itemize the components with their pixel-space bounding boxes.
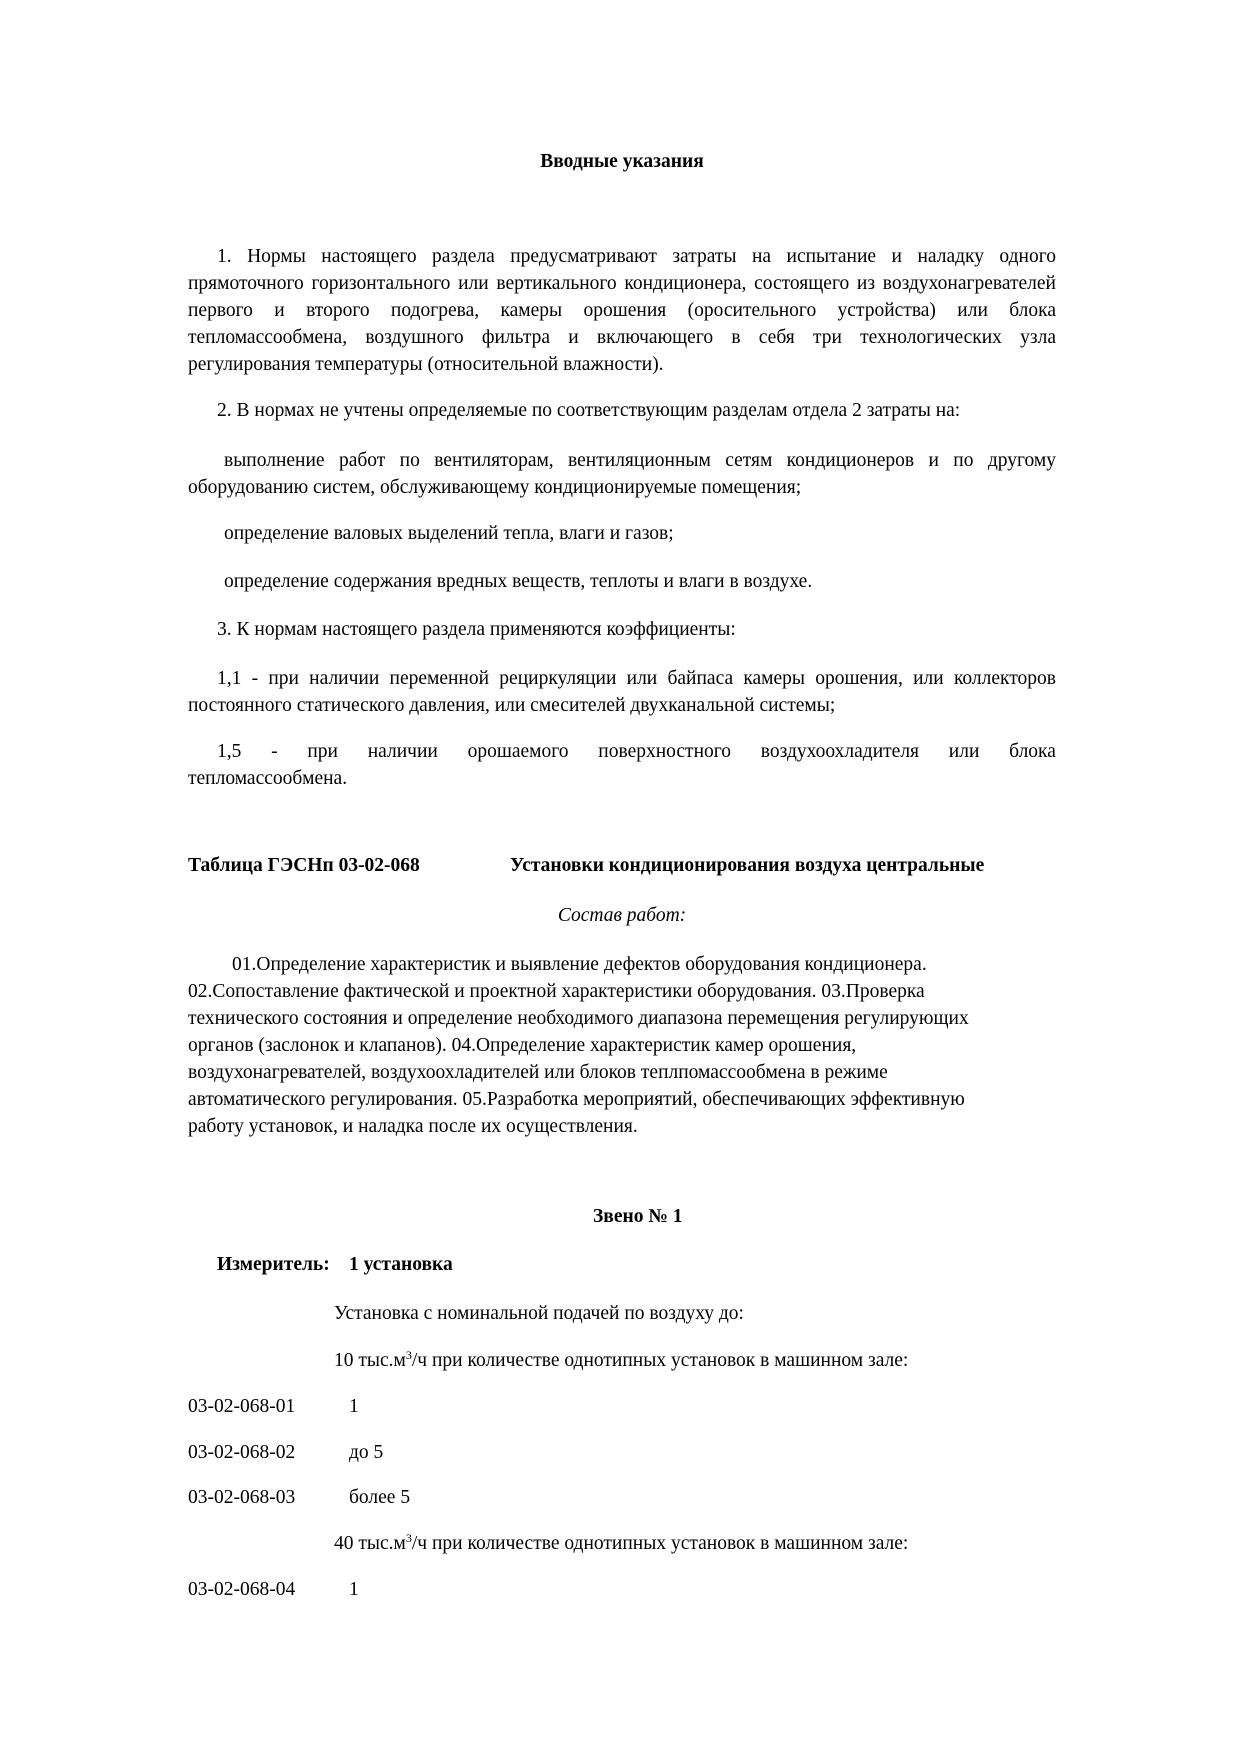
intro-paragraph-8-line bbox=[188, 738, 1056, 765]
word: орошаемого bbox=[467, 741, 569, 762]
intro-paragraph-3: выполнение работ по вентиляторам, вентиляционным сетям кондиционеров и по другому оборудованию систем, обслуживающему кондиционируемые помещения; bbox=[188, 450, 1056, 498]
composition-line: органов (заслонок и клапанов). 04.Определение характеристик камер орошения, bbox=[188, 1035, 857, 1056]
norm-code: 03-02-068-04 bbox=[188, 1579, 296, 1600]
intro-paragraph-1: 1. Нормы настоящего раздела предусматривают затраты на испытание и наладку одного прямоточного горизонтального или вертикального кондиционера, состоящего из воздухонагревателей первого и второго подогрева, камеры орошения (оросительного устройства) или блока тепломассообмена, воздушного фильтра и включающего в себя три технологических узла регулирования температуры (относительной влажности). bbox=[188, 246, 1056, 375]
intro-paragraph-8 bbox=[188, 738, 1056, 792]
norm-row bbox=[188, 1393, 1056, 1420]
intro-paragraph-6: 3. К нормам настоящего раздела применяются коэффициенты: bbox=[217, 619, 736, 640]
table-title: Установки кондиционирования воздуха центральные bbox=[510, 855, 985, 876]
composition-line: технического состояния и определение необходимого диапазона перемещения регулирующих bbox=[188, 1008, 969, 1029]
table-title-line bbox=[188, 852, 1056, 879]
norm-code: 03-02-068-01 bbox=[188, 1396, 296, 1417]
capacity-suffix: /ч при количестве однотипных установок в машинном зале: bbox=[411, 1350, 909, 1371]
measure-label: Измеритель: bbox=[217, 1254, 330, 1275]
capacity-group-10-text bbox=[334, 1347, 908, 1374]
composition-line: 01.Определение характеристик и выявление дефектов оборудования кондиционера. bbox=[232, 954, 927, 975]
crew-title: Звено № 1 bbox=[593, 1206, 683, 1227]
norm-code: 03-02-068-03 bbox=[188, 1487, 296, 1508]
composition-heading: Состав работ: bbox=[557, 905, 687, 926]
norm-count: до 5 bbox=[349, 1442, 384, 1463]
word: при bbox=[307, 741, 338, 762]
measure-value: 1 установка bbox=[349, 1254, 453, 1275]
word: или bbox=[948, 741, 980, 762]
installation-heading-line bbox=[188, 1300, 1056, 1327]
norm-code: 03-02-068-02 bbox=[188, 1442, 296, 1463]
capacity-sup: 3 bbox=[405, 1348, 412, 1362]
capacity-sup: 3 bbox=[405, 1531, 412, 1545]
intro-paragraph-2: 2. В нормах не учтены определяемые по соответствующим разделам отдела 2 затраты на: bbox=[217, 400, 961, 421]
norm-row bbox=[188, 1484, 1056, 1511]
page-title: Вводные указания bbox=[540, 151, 704, 172]
composition-line: автоматического регулирования. 05.Разработка мероприятий, обеспечивающих эффективную bbox=[188, 1089, 965, 1110]
word: 1,5 bbox=[217, 741, 242, 762]
norm-count: более 5 bbox=[349, 1487, 411, 1508]
capacity-suffix: /ч при количестве однотипных установок в машинном зале: bbox=[411, 1533, 909, 1554]
word: воздухоохладителя bbox=[760, 741, 920, 762]
norm-count: 1 bbox=[349, 1579, 359, 1600]
intro-paragraph-7: 1,1 - при наличии переменной рециркуляции или байпаса камеры орошения, или коллекторов постоянного статического давления, или смесителей двухканальной системы; bbox=[188, 668, 1056, 716]
composition-line: работу установок, и наладка после их осуществления. bbox=[188, 1116, 638, 1137]
norm-row bbox=[188, 1576, 1056, 1603]
capacity-group-10 bbox=[188, 1347, 1056, 1374]
norm-row bbox=[188, 1439, 1056, 1466]
word: наличии bbox=[367, 741, 438, 762]
word: блока bbox=[1009, 741, 1056, 762]
composition-line: воздухонагревателей, воздухоохладителей или блоков теплпомассообмена в режиме bbox=[188, 1062, 888, 1083]
capacity-prefix: 10 тыс.м bbox=[334, 1350, 406, 1371]
intro-paragraph-4: определение валовых выделений тепла, влаги и газов; bbox=[224, 523, 674, 544]
installation-heading: Установка с номинальной подачей по воздуху до: bbox=[334, 1303, 744, 1324]
capacity-group-40-text bbox=[334, 1530, 908, 1557]
capacity-prefix: 40 тыс.м bbox=[334, 1533, 406, 1554]
norm-count: 1 bbox=[349, 1396, 359, 1417]
table-label: Таблица ГЭСНп 03-02-068 bbox=[188, 855, 420, 876]
capacity-group-40 bbox=[188, 1530, 1056, 1557]
composition-text bbox=[188, 951, 1056, 1140]
word: - bbox=[271, 741, 278, 762]
intro-paragraph-8-tail: тепломассообмена. bbox=[188, 768, 348, 789]
measure-line bbox=[188, 1251, 1056, 1278]
crew-title-line bbox=[188, 1203, 1056, 1230]
intro-paragraph-5: определение содержания вредных веществ, теплоты и влаги в воздухе. bbox=[224, 571, 813, 592]
word: поверхностного bbox=[598, 741, 732, 762]
composition-line: 02.Сопоставление фактической и проектной характеристики оборудования. 03.Проверка bbox=[188, 981, 925, 1002]
